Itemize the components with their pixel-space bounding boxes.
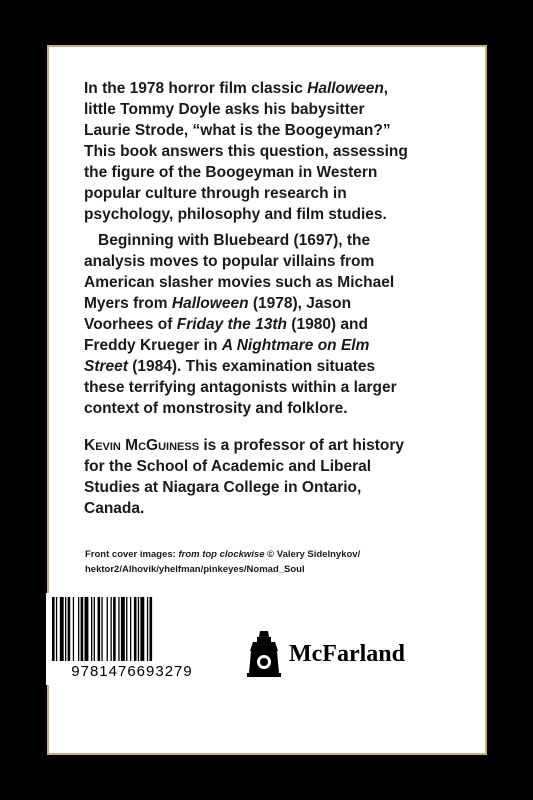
barcode-bar xyxy=(147,597,148,661)
barcode-bar xyxy=(134,597,137,661)
blurb-text: (1980) and Freddy Krueger in xyxy=(84,316,368,354)
barcode-bar xyxy=(150,597,153,661)
bio-text: is a professor of art history for the School of Academic and Liberal Studies at Niagara College in Ontario, Canada. xyxy=(84,437,405,517)
barcode-bar xyxy=(78,597,79,661)
barcode-bar xyxy=(107,597,108,661)
barcode-bar xyxy=(65,597,66,661)
barcode-bar xyxy=(81,597,84,661)
blurb xyxy=(84,78,414,524)
film-title: Halloween xyxy=(171,295,249,312)
film-title: Friday the 13th xyxy=(176,316,287,333)
credits-lead: Front cover images: xyxy=(85,549,179,560)
publisher-name: McFarland xyxy=(289,640,405,667)
barcode-bars xyxy=(46,593,218,663)
barcode-bar xyxy=(121,597,125,661)
publisher-logo xyxy=(245,629,405,679)
barcode-bar xyxy=(126,597,127,661)
barcode-bar xyxy=(60,597,64,661)
barcode-bar xyxy=(73,597,74,661)
blurb-text: Beginning with Bluebeard (1697), the analysis moves to popular villains from American slasher movies such as Michael Myers from xyxy=(84,232,395,312)
film-title: A Nightmare on Elm Street xyxy=(84,337,370,375)
barcode-bar xyxy=(94,597,95,661)
barcode-bar xyxy=(98,597,101,661)
barcode-bar xyxy=(85,597,89,661)
barcode-bar xyxy=(91,597,92,661)
blurb-text: , little Tommy Doyle asks his babysitter Laurie Strode, “what is the Boogeyman?” This book answers this question, assessing the figure of the Boogeyman in Western popular culture through research in psychology, philosophy and film studies. xyxy=(84,80,408,223)
blurb-text: (1984). This examination situates these terrifying antagonists within a larger context of monstrosity and folklore. xyxy=(84,358,397,417)
isbn-number: 9781476693279 xyxy=(71,663,193,680)
barcode-bar xyxy=(130,597,131,661)
barcode-bar xyxy=(140,597,144,661)
blurb-text: (1978), Jason Voorhees of xyxy=(84,295,352,333)
barcode-bar xyxy=(56,597,57,661)
barcode-bar xyxy=(101,597,102,661)
author-bio xyxy=(84,435,414,519)
author-name: Kevin McGuiness xyxy=(84,437,200,454)
barcode-bar xyxy=(68,597,71,661)
cover-image-credits xyxy=(85,547,385,577)
barcode-bar xyxy=(118,597,119,661)
barcode-bar xyxy=(113,597,116,661)
blurb-paragraph-2 xyxy=(84,230,414,419)
isbn-barcode xyxy=(46,593,218,685)
barcode-bar xyxy=(138,597,139,661)
credits-text: © Valery Sidelnykov/ hektor2/Alhovik/yhelfman/pinkeyes/Nomad_Soul xyxy=(85,549,361,575)
barcode-bar xyxy=(52,597,55,661)
blurb-text: In the 1978 horror film classic xyxy=(84,80,308,97)
credits-em: from top clockwise xyxy=(178,549,265,560)
lamp-icon xyxy=(245,629,283,679)
barcode-bar xyxy=(111,597,112,661)
film-title: Halloween xyxy=(307,80,384,97)
blurb-paragraph-1 xyxy=(84,78,414,225)
